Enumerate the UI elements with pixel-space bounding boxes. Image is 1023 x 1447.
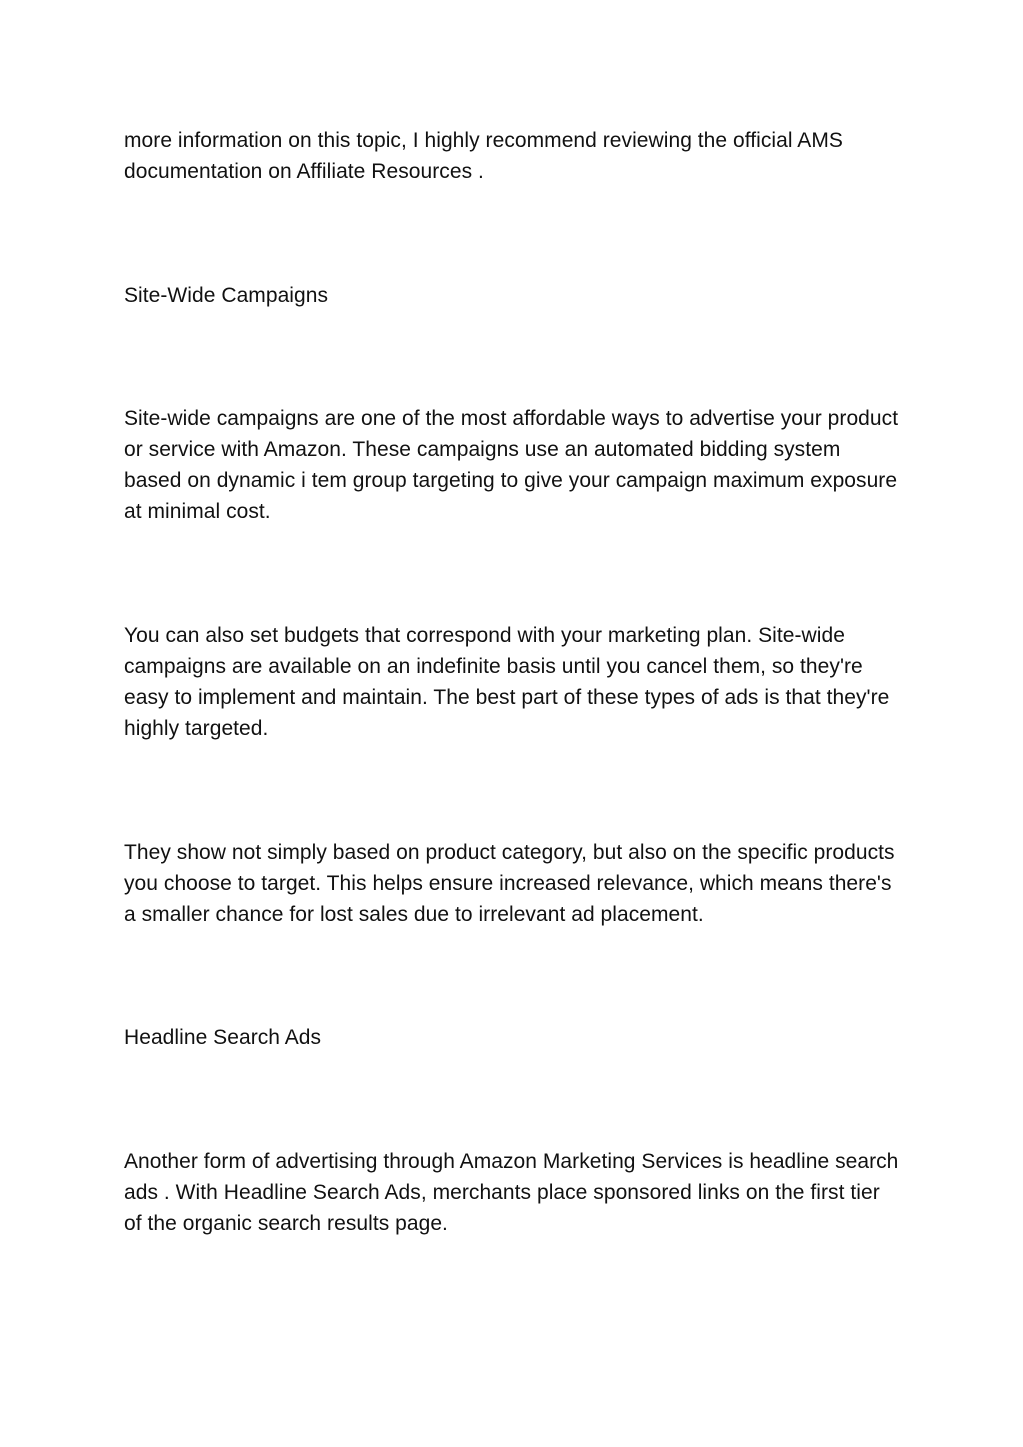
site-wide-paragraph-3: They show not simply based on product category, but also on the specific products you choose to target. This helps ensure increased relevance, which means there's a smaller chance for lost sales due to irrelevant ad placement. — [124, 841, 895, 926]
section-heading-headline-search-ads: Headline Search Ads — [124, 1026, 322, 1049]
section-heading-site-wide-campaigns: Site-Wide Campaigns — [124, 284, 329, 307]
headline-search-paragraph: Another form of advertising through Amazon Marketing Services is headline search ads . With Headline Search Ads, merchants place sponsored links on the first tier of the organic search results page. — [124, 1150, 899, 1235]
intro-paragraph: more information on this topic, I highly recommend reviewing the official AMS documentation on Affiliate Resources . — [124, 129, 843, 183]
site-wide-paragraph-1: Site-wide campaigns are one of the most affordable ways to advertise your product or service with Amazon. These campaigns use an automated bidding system based on dynamic i tem group targeting to give your campaign maximum exposure at minimal cost. — [124, 407, 899, 523]
site-wide-paragraph-2: You can also set budgets that correspond with your marketing plan. Site-wide campaigns are available on an indefinite basis until you cancel them, so they're easy to implement and maintain. The best part of these types of ads is that they're highly targeted. — [124, 624, 890, 740]
